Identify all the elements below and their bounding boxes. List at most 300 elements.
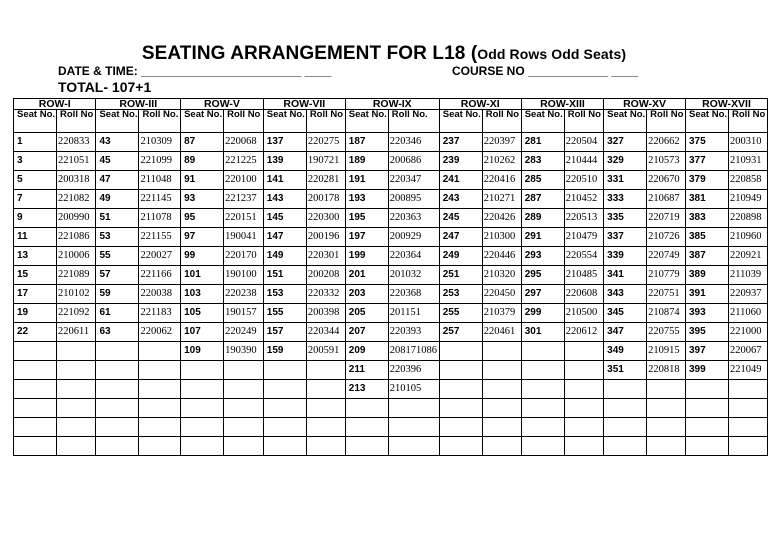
seat-no-cell: 89 bbox=[181, 152, 224, 171]
seat-no-cell bbox=[181, 380, 224, 399]
seat-no-cell: 189 bbox=[345, 152, 388, 171]
column-header-row bbox=[14, 110, 768, 133]
seat-no-cell: 155 bbox=[263, 304, 306, 323]
seat-no-cell: 93 bbox=[181, 190, 224, 209]
roll-no-cell bbox=[388, 437, 439, 456]
seat-no-cell bbox=[14, 437, 57, 456]
roll-no-cell: 190041 bbox=[224, 228, 264, 247]
seat-no-cell bbox=[96, 437, 139, 456]
seat-no-cell: 377 bbox=[686, 152, 729, 171]
seat-no-cell bbox=[263, 361, 306, 380]
roll-no-header: Roll No bbox=[224, 110, 264, 133]
seat-no-cell: 257 bbox=[439, 323, 482, 342]
seat-no-cell: 391 bbox=[686, 285, 729, 304]
roll-no-cell bbox=[482, 342, 521, 361]
row-group-label: ROW-XI bbox=[439, 99, 521, 110]
roll-no-cell bbox=[564, 418, 603, 437]
roll-no-cell: 220612 bbox=[564, 323, 603, 342]
row-group-label: ROW-III bbox=[96, 99, 181, 110]
roll-no-cell: 220446 bbox=[482, 247, 521, 266]
seat-no-cell bbox=[604, 399, 647, 418]
seat-no-cell bbox=[521, 399, 564, 418]
roll-no-cell: 200929 bbox=[388, 228, 439, 247]
seat-no-cell bbox=[263, 380, 306, 399]
roll-no-header: Roll No bbox=[647, 110, 686, 133]
roll-no-cell: 208171086 bbox=[388, 342, 439, 361]
seat-no-cell bbox=[96, 342, 139, 361]
seat-no-cell bbox=[181, 437, 224, 456]
seat-no-cell bbox=[686, 399, 729, 418]
roll-no-cell: 220281 bbox=[306, 171, 345, 190]
roll-no-cell: 210379 bbox=[482, 304, 521, 323]
roll-no-cell: 221225 bbox=[224, 152, 264, 171]
roll-no-cell: 221166 bbox=[139, 266, 181, 285]
roll-no-header: Roll No bbox=[57, 110, 96, 133]
seat-no-cell bbox=[604, 418, 647, 437]
seat-no-cell: 239 bbox=[439, 152, 482, 171]
seat-no-cell: 285 bbox=[521, 171, 564, 190]
seat-no-cell bbox=[181, 418, 224, 437]
roll-no-cell: 220833 bbox=[57, 133, 96, 152]
roll-no-cell: 220364 bbox=[388, 247, 439, 266]
roll-no-cell: 220100 bbox=[224, 171, 264, 190]
roll-no-cell: 221000 bbox=[729, 323, 768, 342]
roll-no-cell: 220396 bbox=[388, 361, 439, 380]
row-group-label: ROW-XIII bbox=[521, 99, 603, 110]
seat-no-cell: 253 bbox=[439, 285, 482, 304]
seat-no-cell: 213 bbox=[345, 380, 388, 399]
seat-no-cell: 105 bbox=[181, 304, 224, 323]
seat-no-cell: 291 bbox=[521, 228, 564, 247]
total-label: TOTAL- 107+1 bbox=[58, 79, 152, 95]
seat-no-cell: 203 bbox=[345, 285, 388, 304]
roll-no-cell bbox=[139, 342, 181, 361]
roll-no-cell: 200208 bbox=[306, 266, 345, 285]
seat-no-cell: 283 bbox=[521, 152, 564, 171]
table-row bbox=[14, 342, 768, 361]
seat-no-cell: 45 bbox=[96, 152, 139, 171]
seat-no-cell bbox=[181, 399, 224, 418]
roll-no-cell: 210320 bbox=[482, 266, 521, 285]
seat-no-cell: 379 bbox=[686, 171, 729, 190]
seat-no-cell: 153 bbox=[263, 285, 306, 304]
seat-no-cell bbox=[521, 361, 564, 380]
roll-no-cell: 211060 bbox=[729, 304, 768, 323]
seat-no-cell bbox=[439, 380, 482, 399]
seat-no-cell: 339 bbox=[604, 247, 647, 266]
roll-no-cell: 220921 bbox=[729, 247, 768, 266]
seating-table bbox=[13, 98, 768, 456]
seat-no-cell: 351 bbox=[604, 361, 647, 380]
seat-no-cell: 393 bbox=[686, 304, 729, 323]
seat-no-header: Seat No. bbox=[14, 110, 57, 133]
seat-no-cell: 141 bbox=[263, 171, 306, 190]
roll-no-cell: 220393 bbox=[388, 323, 439, 342]
seat-no-cell: 197 bbox=[345, 228, 388, 247]
seat-no-cell: 399 bbox=[686, 361, 729, 380]
roll-no-cell: 200398 bbox=[306, 304, 345, 323]
seat-no-cell: 299 bbox=[521, 304, 564, 323]
table-row bbox=[14, 228, 768, 247]
roll-no-cell: 221099 bbox=[139, 152, 181, 171]
seat-no-cell: 375 bbox=[686, 133, 729, 152]
roll-no-cell: 220347 bbox=[388, 171, 439, 190]
roll-no-cell: 220062 bbox=[139, 323, 181, 342]
roll-no-cell: 220504 bbox=[564, 133, 603, 152]
table-row bbox=[14, 247, 768, 266]
table-row bbox=[14, 285, 768, 304]
roll-no-cell: 220368 bbox=[388, 285, 439, 304]
seat-no-cell: 43 bbox=[96, 133, 139, 152]
roll-no-cell: 221237 bbox=[224, 190, 264, 209]
seat-no-cell bbox=[14, 418, 57, 437]
roll-no-cell bbox=[729, 437, 768, 456]
seat-no-cell: 199 bbox=[345, 247, 388, 266]
roll-no-cell: 220450 bbox=[482, 285, 521, 304]
seat-no-cell bbox=[604, 380, 647, 399]
seat-no-cell: 245 bbox=[439, 209, 482, 228]
seat-no-cell: 241 bbox=[439, 171, 482, 190]
seat-no-cell: 9 bbox=[14, 209, 57, 228]
seat-no-cell bbox=[14, 361, 57, 380]
table-row bbox=[14, 323, 768, 342]
seat-no-cell: 3 bbox=[14, 152, 57, 171]
table-row bbox=[14, 133, 768, 152]
roll-no-cell bbox=[306, 418, 345, 437]
roll-no-cell bbox=[57, 399, 96, 418]
seat-no-cell: 281 bbox=[521, 133, 564, 152]
seat-no-cell bbox=[181, 361, 224, 380]
seat-no-cell: 22 bbox=[14, 323, 57, 342]
roll-no-cell: 220749 bbox=[647, 247, 686, 266]
row-group-label: ROW-V bbox=[181, 99, 264, 110]
roll-no-cell: 220719 bbox=[647, 209, 686, 228]
roll-no-cell: 220301 bbox=[306, 247, 345, 266]
page-title: SEATING ARRANGEMENT FOR L18 (Odd Rows Odd Seats) bbox=[141, 43, 627, 64]
seat-no-cell bbox=[439, 342, 482, 361]
seat-no-cell bbox=[521, 342, 564, 361]
roll-no-cell: 220513 bbox=[564, 209, 603, 228]
seat-no-cell: 251 bbox=[439, 266, 482, 285]
roll-no-cell: 220818 bbox=[647, 361, 686, 380]
table-row bbox=[14, 152, 768, 171]
seat-no-cell: 201 bbox=[345, 266, 388, 285]
seat-no-cell: 293 bbox=[521, 247, 564, 266]
roll-no-cell bbox=[57, 418, 96, 437]
table-row bbox=[14, 399, 768, 418]
roll-no-header: Roll No bbox=[306, 110, 345, 133]
roll-no-cell: 200591 bbox=[306, 342, 345, 361]
seat-no-cell: 249 bbox=[439, 247, 482, 266]
seat-no-cell bbox=[96, 361, 139, 380]
seat-no-cell: 101 bbox=[181, 266, 224, 285]
seat-no-cell: 159 bbox=[263, 342, 306, 361]
table-row bbox=[14, 418, 768, 437]
seat-no-cell: 151 bbox=[263, 266, 306, 285]
table-row bbox=[14, 437, 768, 456]
seat-no-cell: 295 bbox=[521, 266, 564, 285]
seat-no-header: Seat No. bbox=[604, 110, 647, 133]
seat-no-cell: 145 bbox=[263, 209, 306, 228]
seat-no-cell: 287 bbox=[521, 190, 564, 209]
roll-no-cell: 220027 bbox=[139, 247, 181, 266]
roll-no-cell: 221049 bbox=[729, 361, 768, 380]
seat-no-header: Seat No. bbox=[96, 110, 139, 133]
roll-no-cell bbox=[139, 380, 181, 399]
roll-no-cell: 221051 bbox=[57, 152, 96, 171]
seat-no-cell bbox=[686, 380, 729, 399]
roll-no-cell: 210102 bbox=[57, 285, 96, 304]
table-row bbox=[14, 266, 768, 285]
roll-no-cell: 210444 bbox=[564, 152, 603, 171]
roll-no-cell: 210006 bbox=[57, 247, 96, 266]
roll-no-cell: 221183 bbox=[139, 304, 181, 323]
seat-no-cell: 187 bbox=[345, 133, 388, 152]
roll-no-cell: 210485 bbox=[564, 266, 603, 285]
roll-no-cell: 220608 bbox=[564, 285, 603, 304]
seat-no-cell bbox=[263, 418, 306, 437]
seat-no-cell: 247 bbox=[439, 228, 482, 247]
seat-no-cell bbox=[521, 437, 564, 456]
roll-no-cell: 210915 bbox=[647, 342, 686, 361]
seat-no-cell: 331 bbox=[604, 171, 647, 190]
roll-no-cell: 220937 bbox=[729, 285, 768, 304]
roll-no-cell bbox=[224, 418, 264, 437]
roll-no-cell: 190100 bbox=[224, 266, 264, 285]
table-row bbox=[14, 190, 768, 209]
roll-no-cell bbox=[139, 399, 181, 418]
roll-no-cell: 201151 bbox=[388, 304, 439, 323]
seat-no-cell: 1 bbox=[14, 133, 57, 152]
roll-no-cell: 190390 bbox=[224, 342, 264, 361]
seat-no-cell: 147 bbox=[263, 228, 306, 247]
roll-no-cell: 200178 bbox=[306, 190, 345, 209]
table-row bbox=[14, 304, 768, 323]
roll-no-cell: 220275 bbox=[306, 133, 345, 152]
seat-no-cell bbox=[686, 418, 729, 437]
seat-no-cell: 381 bbox=[686, 190, 729, 209]
roll-no-cell: 200310 bbox=[729, 133, 768, 152]
roll-no-cell: 220151 bbox=[224, 209, 264, 228]
roll-no-cell bbox=[482, 380, 521, 399]
roll-no-cell bbox=[482, 399, 521, 418]
seat-no-header: Seat No. bbox=[345, 110, 388, 133]
roll-no-cell: 210309 bbox=[139, 133, 181, 152]
roll-no-cell: 220067 bbox=[729, 342, 768, 361]
roll-no-cell bbox=[482, 437, 521, 456]
seat-no-cell: 333 bbox=[604, 190, 647, 209]
row-group-label: ROW-IX bbox=[345, 99, 439, 110]
roll-no-cell bbox=[564, 437, 603, 456]
seat-no-cell: 97 bbox=[181, 228, 224, 247]
seat-no-cell: 63 bbox=[96, 323, 139, 342]
roll-no-cell bbox=[482, 361, 521, 380]
seat-no-cell: 343 bbox=[604, 285, 647, 304]
roll-no-header: Roll No bbox=[564, 110, 603, 133]
seat-no-cell: 51 bbox=[96, 209, 139, 228]
seat-no-cell: 61 bbox=[96, 304, 139, 323]
seat-no-cell: 143 bbox=[263, 190, 306, 209]
seat-no-cell: 99 bbox=[181, 247, 224, 266]
roll-no-cell bbox=[57, 342, 96, 361]
seat-no-cell: 237 bbox=[439, 133, 482, 152]
roll-no-cell: 220068 bbox=[224, 133, 264, 152]
roll-no-cell: 220170 bbox=[224, 247, 264, 266]
roll-no-cell: 210874 bbox=[647, 304, 686, 323]
roll-no-cell: 210573 bbox=[647, 152, 686, 171]
seat-no-cell: 327 bbox=[604, 133, 647, 152]
roll-no-cell bbox=[57, 380, 96, 399]
table-row bbox=[14, 171, 768, 190]
roll-no-cell bbox=[306, 361, 345, 380]
seat-no-cell: 87 bbox=[181, 133, 224, 152]
seat-no-cell: 103 bbox=[181, 285, 224, 304]
roll-no-cell bbox=[564, 399, 603, 418]
roll-no-cell: 211078 bbox=[139, 209, 181, 228]
roll-no-cell: 200990 bbox=[57, 209, 96, 228]
roll-no-cell bbox=[647, 399, 686, 418]
seat-no-cell: 13 bbox=[14, 247, 57, 266]
seat-no-cell bbox=[345, 437, 388, 456]
table-row bbox=[14, 361, 768, 380]
roll-no-cell bbox=[224, 380, 264, 399]
roll-no-cell bbox=[647, 380, 686, 399]
seat-no-header: Seat No. bbox=[521, 110, 564, 133]
seat-no-cell bbox=[14, 342, 57, 361]
roll-no-cell: 221155 bbox=[139, 228, 181, 247]
row-group-label: ROW-VII bbox=[263, 99, 345, 110]
roll-no-cell: 200196 bbox=[306, 228, 345, 247]
seat-no-cell: 209 bbox=[345, 342, 388, 361]
roll-no-header: Roll No. bbox=[388, 110, 439, 133]
roll-no-cell: 210726 bbox=[647, 228, 686, 247]
roll-no-cell: 221145 bbox=[139, 190, 181, 209]
roll-no-cell bbox=[306, 399, 345, 418]
seat-no-cell: 55 bbox=[96, 247, 139, 266]
roll-no-cell: 220510 bbox=[564, 171, 603, 190]
roll-no-cell: 210271 bbox=[482, 190, 521, 209]
seat-no-cell: 243 bbox=[439, 190, 482, 209]
roll-no-cell: 200686 bbox=[388, 152, 439, 171]
roll-no-cell: 210500 bbox=[564, 304, 603, 323]
seat-no-cell: 149 bbox=[263, 247, 306, 266]
seat-no-cell: 7 bbox=[14, 190, 57, 209]
seat-no-cell: 19 bbox=[14, 304, 57, 323]
seat-no-cell: 345 bbox=[604, 304, 647, 323]
table-row bbox=[14, 209, 768, 228]
roll-no-cell bbox=[647, 437, 686, 456]
seat-no-cell: 301 bbox=[521, 323, 564, 342]
table-row bbox=[14, 380, 768, 399]
seat-no-cell bbox=[686, 437, 729, 456]
roll-no-cell bbox=[139, 361, 181, 380]
seat-no-cell: 195 bbox=[345, 209, 388, 228]
roll-no-cell: 210452 bbox=[564, 190, 603, 209]
roll-no-cell: 220416 bbox=[482, 171, 521, 190]
roll-no-cell: 210687 bbox=[647, 190, 686, 209]
roll-no-cell: 220397 bbox=[482, 133, 521, 152]
seat-no-cell: 95 bbox=[181, 209, 224, 228]
roll-no-cell: 220344 bbox=[306, 323, 345, 342]
roll-no-cell: 210949 bbox=[729, 190, 768, 209]
seat-no-cell: 107 bbox=[181, 323, 224, 342]
seat-no-cell: 349 bbox=[604, 342, 647, 361]
seat-no-cell: 395 bbox=[686, 323, 729, 342]
roll-no-cell bbox=[729, 399, 768, 418]
roll-no-cell: 220554 bbox=[564, 247, 603, 266]
seat-no-cell: 5 bbox=[14, 171, 57, 190]
roll-no-cell bbox=[57, 361, 96, 380]
roll-no-cell bbox=[647, 418, 686, 437]
roll-no-cell: 211039 bbox=[729, 266, 768, 285]
roll-no-cell: 210262 bbox=[482, 152, 521, 171]
roll-no-cell bbox=[729, 418, 768, 437]
roll-no-cell bbox=[564, 361, 603, 380]
seat-no-cell: 109 bbox=[181, 342, 224, 361]
seat-no-cell: 11 bbox=[14, 228, 57, 247]
seat-no-cell bbox=[263, 437, 306, 456]
seat-no-cell bbox=[14, 380, 57, 399]
roll-no-cell: 221089 bbox=[57, 266, 96, 285]
seat-no-cell: 139 bbox=[263, 152, 306, 171]
roll-no-cell: 220858 bbox=[729, 171, 768, 190]
roll-no-cell: 210779 bbox=[647, 266, 686, 285]
roll-no-cell: 220300 bbox=[306, 209, 345, 228]
roll-no-cell bbox=[482, 418, 521, 437]
seat-no-cell: 17 bbox=[14, 285, 57, 304]
roll-no-cell bbox=[224, 361, 264, 380]
roll-no-header: Roll No. bbox=[139, 110, 181, 133]
seat-no-cell: 53 bbox=[96, 228, 139, 247]
roll-no-cell: 190721 bbox=[306, 152, 345, 171]
seat-no-cell: 255 bbox=[439, 304, 482, 323]
roll-no-cell: 220898 bbox=[729, 209, 768, 228]
seat-no-cell: 49 bbox=[96, 190, 139, 209]
roll-no-cell bbox=[729, 380, 768, 399]
seat-no-cell: 387 bbox=[686, 247, 729, 266]
roll-no-cell: 220038 bbox=[139, 285, 181, 304]
seat-no-cell: 207 bbox=[345, 323, 388, 342]
roll-no-cell: 220755 bbox=[647, 323, 686, 342]
roll-no-cell: 220670 bbox=[647, 171, 686, 190]
seat-no-cell: 157 bbox=[263, 323, 306, 342]
roll-no-cell bbox=[564, 380, 603, 399]
roll-no-cell: 220461 bbox=[482, 323, 521, 342]
seat-no-cell: 335 bbox=[604, 209, 647, 228]
seat-no-cell: 91 bbox=[181, 171, 224, 190]
seat-no-cell bbox=[345, 418, 388, 437]
seat-no-header: Seat No. bbox=[181, 110, 224, 133]
seat-no-cell: 341 bbox=[604, 266, 647, 285]
roll-no-cell bbox=[306, 380, 345, 399]
seat-no-header: Seat No. bbox=[686, 110, 729, 133]
roll-no-cell bbox=[388, 418, 439, 437]
roll-no-cell bbox=[564, 342, 603, 361]
seat-no-header: Seat No. bbox=[263, 110, 306, 133]
roll-no-cell: 221082 bbox=[57, 190, 96, 209]
roll-no-cell bbox=[306, 437, 345, 456]
course-label: COURSE NO ____________ ____ bbox=[452, 64, 639, 78]
roll-no-cell: 220426 bbox=[482, 209, 521, 228]
roll-no-cell: 220363 bbox=[388, 209, 439, 228]
seat-no-cell: 47 bbox=[96, 171, 139, 190]
roll-no-cell: 220611 bbox=[57, 323, 96, 342]
seat-no-cell: 15 bbox=[14, 266, 57, 285]
roll-no-cell: 220332 bbox=[306, 285, 345, 304]
seat-no-cell: 337 bbox=[604, 228, 647, 247]
roll-no-cell: 220662 bbox=[647, 133, 686, 152]
roll-no-cell: 221086 bbox=[57, 228, 96, 247]
